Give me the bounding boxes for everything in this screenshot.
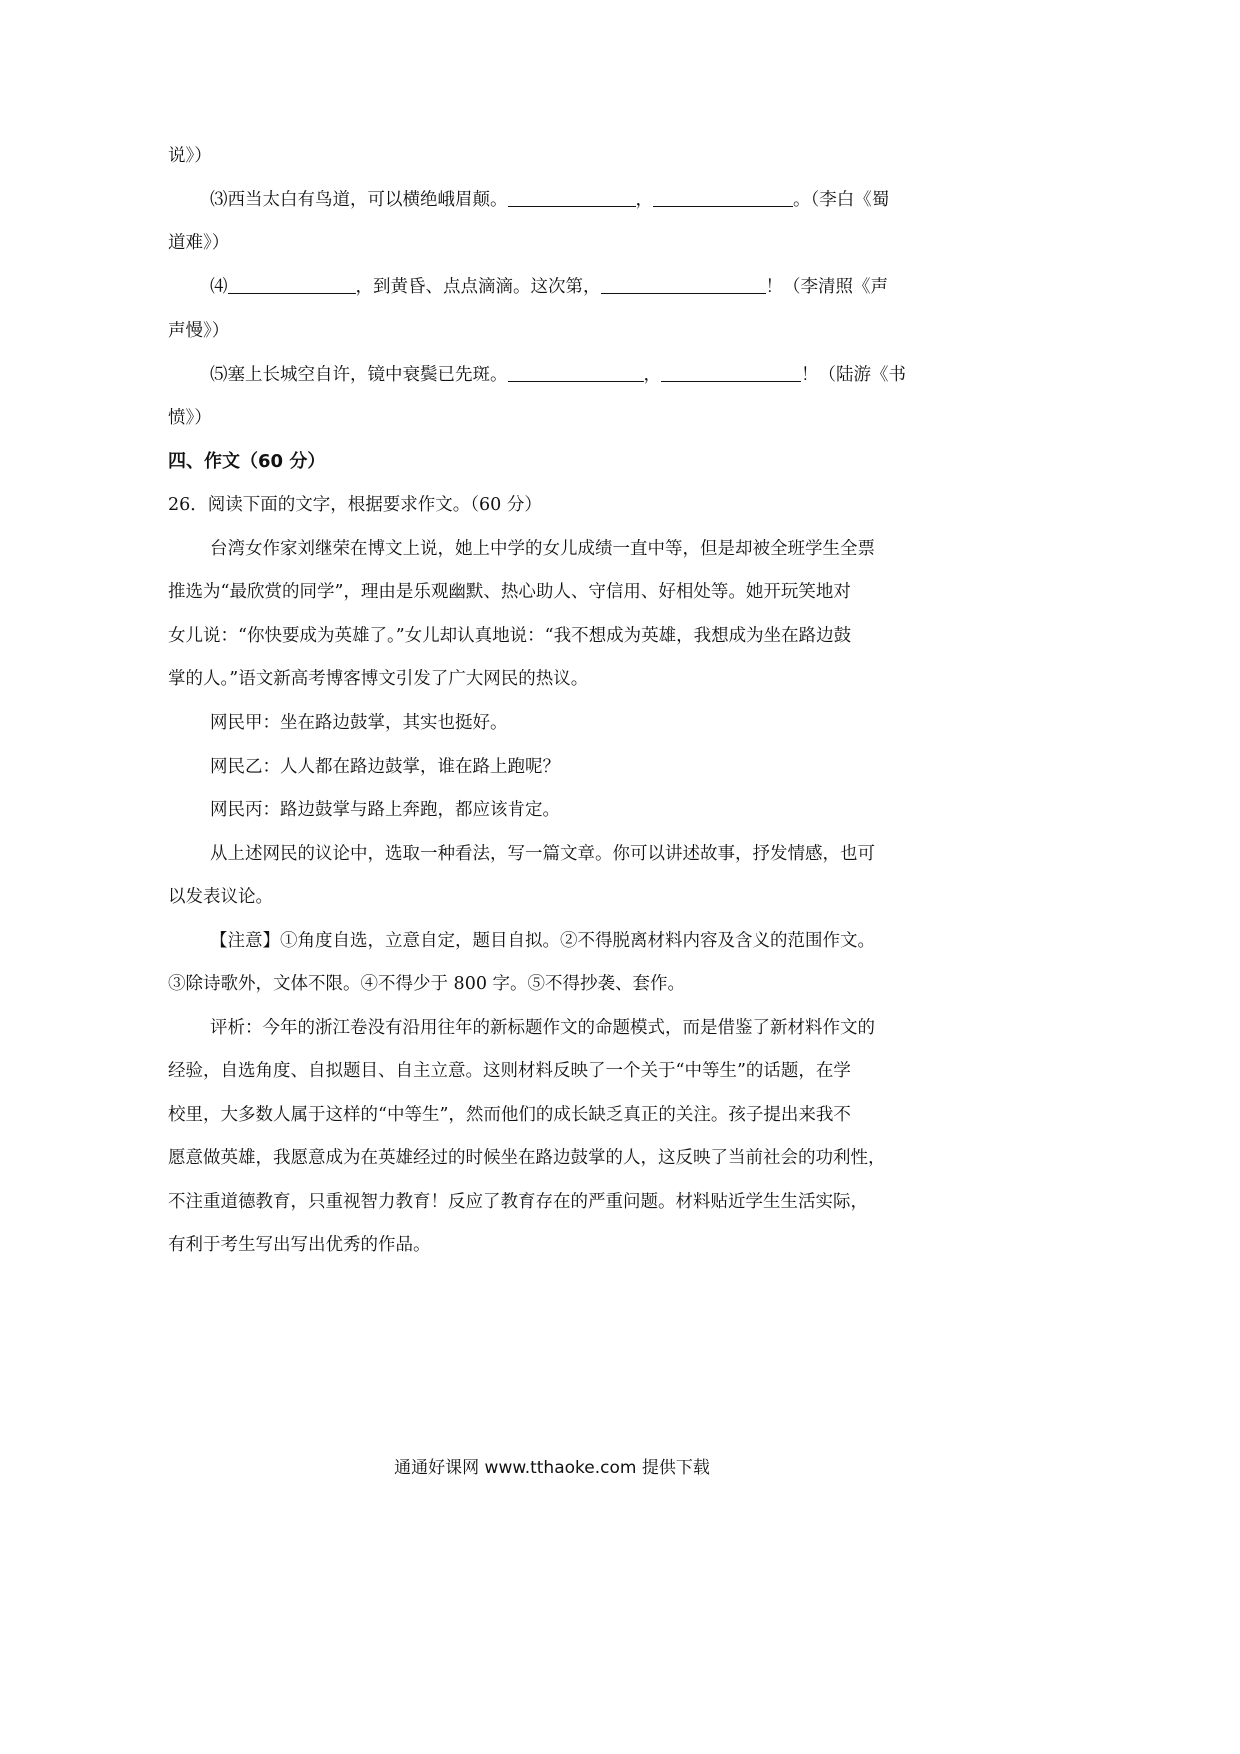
note-line: 【注意】①角度自选，立意自定，题目自拟。②不得脱离材料内容及含义的范围作文。 [210, 931, 875, 951]
fill-blank[interactable] [653, 188, 793, 207]
section-heading: 四、作文（60 分） [168, 451, 326, 472]
item4-label: ⑷ [210, 277, 228, 297]
task-line: 以发表议论。 [168, 887, 273, 907]
fill-blank[interactable] [661, 363, 801, 382]
item4-text: ，到黄昏、点点滴滴。这次第， [355, 277, 601, 297]
item3-text: ⑶西当太白有鸟道，可以横绝峨眉颠。 [210, 190, 508, 210]
fill-blank[interactable] [228, 275, 356, 294]
q25-item-5 [210, 363, 906, 387]
netizen-b: 网民乙：人人都在路边鼓掌，谁在路上跑呢？ [210, 757, 560, 777]
q25-item-4-cont: 声慢》） [168, 321, 230, 341]
fill-blank[interactable] [601, 275, 766, 294]
note-line: ③除诗歌外，文体不限。④不得少于 800 字。⑤不得抄袭、套作。 [168, 974, 686, 994]
page-footer: 通通好课网 www.tthaoke.com 提供下载 [394, 1458, 710, 1478]
item4-source: ！（李清照《声 [765, 277, 888, 297]
q25-item-3 [210, 188, 889, 212]
analysis-line: 校里，大多数人属于这样的“中等生”，然而他们的成长缺乏真正的关注。孩子提出来我不 [168, 1105, 851, 1125]
analysis-line: 不注重道德教育，只重视智力教育！反应了教育存在的严重问题。材料贴近学生生活实际， [168, 1192, 868, 1212]
q25-item-3-cont: 道难》） [168, 233, 230, 253]
material-line: 女儿说：“你快要成为英雄了。”女儿却认真地说：“我不想成为英雄，我想成为坐在路边鼓 [168, 626, 852, 646]
fill-blank[interactable] [508, 363, 644, 382]
task-line: 从上述网民的议论中，选取一种看法，写一篇文章。你可以讲述故事，抒发情感，也可 [210, 844, 875, 864]
netizen-c: 网民丙：路边鼓掌与路上奔跑，都应该肯定。 [210, 800, 560, 820]
item5-text: ⑸塞上长城空自许，镜中衰鬓已先斑。 [210, 365, 508, 385]
analysis-line: 评析：今年的浙江卷没有沿用往年的新标题作文的命题模式，而是借鉴了新材料作文的 [210, 1018, 875, 1038]
analysis-line: 有利于考生写出写出优秀的作品。 [168, 1235, 431, 1255]
material-line: 掌的人。”语文新高考博客博文引发了广大网民的热议。 [168, 669, 589, 689]
item5-source: ！（陆游《书 [801, 365, 906, 385]
q25-continued-line: 说》） [168, 146, 212, 166]
material-line: 推选为“最欣赏的同学”，理由是乐观幽默、热心助人、守信用、好相处等。她开玩笑地对 [168, 582, 851, 602]
fill-blank[interactable] [508, 188, 636, 207]
analysis-line: 经验，自选角度、自拟题目、自主立意。这则材料反映了一个关于“中等生”的话题，在学 [168, 1061, 851, 1081]
comma: ， [635, 190, 653, 210]
q26-prompt: 26．阅读下面的文字，根据要求作文。（60 分） [168, 495, 542, 515]
q25-item-5-cont: 愤》） [168, 408, 212, 428]
q25-item-4 [210, 275, 888, 299]
comma: ， [643, 365, 661, 385]
analysis-line: 愿意做英雄，我愿意成为在英雄经过的时候坐在路边鼓掌的人，这反映了当前社会的功利性， [168, 1148, 886, 1168]
material-line: 台湾女作家刘继荣在博文上说，她上中学的女儿成绩一直中等，但是却被全班学生全票 [210, 539, 875, 559]
netizen-a: 网民甲：坐在路边鼓掌，其实也挺好。 [210, 713, 508, 733]
item3-source: 。（李白《蜀 [793, 190, 890, 210]
